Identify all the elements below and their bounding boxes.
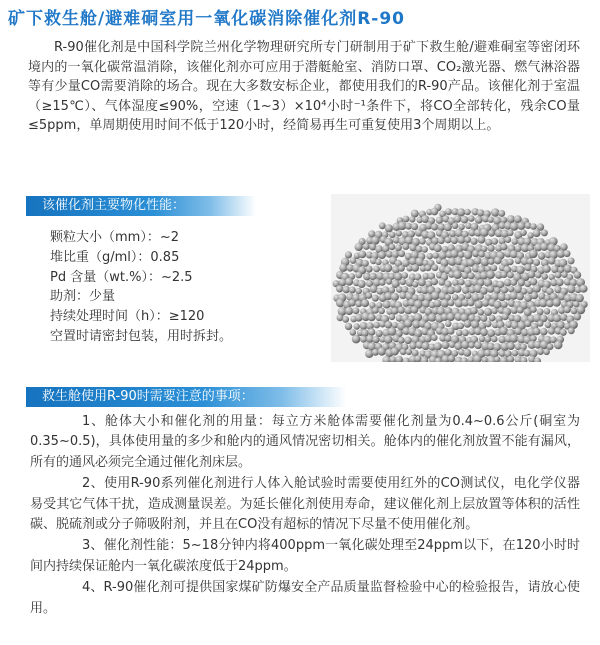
pellet (445, 321, 451, 327)
pellet (531, 292, 538, 299)
pellet (541, 273, 548, 280)
pellet (478, 251, 485, 258)
pellet (486, 270, 495, 279)
pellet (375, 259, 381, 265)
pellet (454, 285, 462, 293)
pellet (529, 250, 538, 259)
pellet (398, 306, 406, 314)
pellet (541, 229, 548, 236)
pellet (485, 321, 492, 328)
pellet (464, 320, 472, 328)
pellet (450, 250, 458, 258)
pellet (349, 287, 356, 294)
pellet (464, 236, 471, 243)
pellet (445, 208, 452, 215)
pellet (517, 222, 525, 230)
pellet (491, 238, 498, 245)
pellet (474, 257, 482, 265)
pellet (454, 215, 462, 223)
pellet (355, 271, 362, 278)
pellet (480, 228, 489, 237)
pellet (368, 313, 376, 321)
pellet (488, 258, 495, 265)
note-item-4: 4、R-90催化剂可提供国家煤矿防爆安全产品质量监督检验中心的检验报告，请放心使用。 (30, 580, 580, 616)
pellet (378, 251, 386, 259)
pellet (434, 342, 442, 350)
pellet (391, 307, 398, 314)
pellet (436, 217, 443, 224)
pellet (500, 243, 507, 250)
pellet (336, 285, 343, 292)
pellet (361, 299, 369, 307)
pellet (511, 238, 518, 245)
catalyst-pellets-image (331, 194, 590, 362)
pellet (409, 342, 417, 350)
pellet (568, 327, 575, 334)
pellet (449, 341, 456, 348)
pellet (365, 292, 372, 299)
note-item-1: 1、舱体大小和催化剂的用量：每立方米舱体需要催化剂量为0.4~0.6公斤(硐室为0.35~0.5)，具体使用量的多少和舱内的通风情况密切相关。舱体内的催化剂放置不能有漏风，所有的通风必须完全通过催化剂床层。 (30, 414, 580, 470)
note-item-3: 3、催化剂性能：5~18分钟内将400ppm一氧化碳处理至24ppm以下，在120小时时间内持续保证舱内一氧化碳浓度低于24ppm。 (30, 538, 580, 574)
pellet (458, 279, 465, 286)
pellet (567, 285, 576, 294)
pellet (543, 349, 550, 356)
pellet (438, 237, 445, 244)
pellet (491, 336, 498, 343)
pellet (485, 336, 492, 343)
pellet (507, 259, 514, 266)
pellet (361, 329, 369, 337)
pellet (457, 323, 464, 330)
intro-section (28, 38, 580, 136)
pellet (395, 244, 402, 251)
pellet (400, 279, 406, 285)
pellet (537, 320, 543, 326)
pellet (574, 271, 582, 279)
pellet (560, 329, 567, 336)
pellet (358, 280, 366, 288)
pellet (523, 350, 530, 357)
pellet (514, 327, 522, 335)
pellet (412, 281, 418, 287)
pellet (540, 243, 548, 251)
pellet (501, 301, 508, 308)
pellet (400, 349, 407, 356)
pellet (418, 278, 426, 286)
pellet (510, 334, 519, 343)
pellet (434, 299, 442, 307)
notes-heading: 救生舱使用R-90时需要注意的事项： (26, 387, 346, 407)
pellet (358, 251, 366, 259)
pellet (465, 280, 473, 288)
pellet (524, 264, 532, 272)
pellet (475, 300, 483, 308)
pellet (461, 216, 469, 224)
pellet (520, 357, 527, 362)
pellet (520, 229, 527, 236)
pellet (457, 236, 465, 244)
pellet (372, 307, 379, 314)
pellet (481, 258, 490, 267)
pellet (398, 250, 405, 257)
pellet (432, 264, 439, 271)
pellet (487, 285, 495, 293)
pellet (403, 216, 410, 223)
pellet (434, 244, 442, 252)
pellet (464, 209, 470, 215)
pellet (402, 272, 409, 279)
pellet (349, 299, 356, 306)
pellet (378, 308, 385, 315)
pellet (350, 258, 356, 264)
pellet (515, 258, 522, 265)
pellet (447, 328, 454, 335)
pellet (530, 278, 537, 285)
notes-list (30, 412, 580, 620)
pellet (507, 342, 515, 350)
intro-paragraph: R-90催化剂是中国科学院兰州化学物理研究所专门研制用于矿下救生舱/避难硐室等密闭环境内的一氧化碳常温消除，该催化剂亦可应用于潜艇舱室、消防口罩、CO₂激光器、燃气淋浴器等有少量CO需要消除的场合。现在大多数安标企业，都使用我们的R-90产品。该催化剂于室温（≥15℃）、气体湿度≤90%，空速（1~3）×10⁴小时⁻¹条件下，将CO全部转化，残余CO量≤5ppm，单周期使用时间不低于120小时，经简易再生可重复使用3个周期以上。 (28, 40, 580, 134)
pellet (516, 293, 524, 301)
pellet (373, 322, 380, 329)
pellet (463, 349, 471, 357)
pellet (352, 307, 359, 314)
pellet (391, 293, 399, 301)
pellet (480, 328, 488, 336)
pellet (421, 215, 429, 223)
pellet (465, 293, 472, 300)
pellet (409, 216, 415, 222)
property-additive: 助剂：少量 (50, 289, 116, 305)
pellet (428, 313, 436, 321)
pellet (524, 320, 531, 327)
pellet (508, 286, 514, 292)
pellet (538, 252, 545, 259)
pellet (533, 328, 541, 336)
pellet (548, 328, 555, 335)
pellet (372, 336, 379, 343)
pellet (574, 313, 581, 320)
pellet (580, 285, 588, 293)
pellet (448, 299, 455, 306)
pellet (470, 307, 478, 315)
pellet (491, 208, 500, 217)
pellet (447, 313, 455, 321)
pellet (388, 327, 397, 336)
pellet (426, 253, 433, 260)
pellet (564, 306, 571, 313)
pellet (431, 291, 440, 300)
pellet (502, 313, 509, 320)
pellet (546, 300, 554, 308)
pellet (491, 265, 498, 272)
pellet (556, 279, 564, 287)
pellet (471, 238, 478, 245)
pellet (498, 210, 505, 217)
pellet (424, 335, 432, 343)
pellet (379, 222, 386, 229)
pellet (545, 322, 552, 329)
pellet (564, 250, 571, 257)
pellet (512, 350, 519, 357)
pellet (345, 278, 353, 286)
pellet (491, 308, 497, 314)
pellet (350, 329, 357, 336)
pellet (514, 315, 522, 323)
pellet (510, 250, 518, 258)
pellet (425, 265, 432, 272)
pellet (354, 323, 360, 329)
property-bulk-density: 堆比重（g/ml）：0.85 (50, 249, 180, 265)
pellet (411, 264, 419, 272)
pellet (448, 355, 455, 362)
pellet (345, 307, 353, 315)
pellet (462, 272, 469, 279)
pellet (456, 330, 463, 337)
pellet (339, 264, 347, 272)
pellet (501, 271, 508, 278)
pellet (431, 208, 439, 216)
pellet (453, 270, 462, 279)
pellet (462, 329, 469, 336)
pellet (540, 328, 548, 336)
pellet (484, 308, 492, 316)
pellet (568, 257, 575, 264)
properties-list (50, 228, 320, 347)
pellet (467, 299, 474, 306)
pellet (543, 265, 551, 273)
pellet (345, 323, 352, 330)
pellet (355, 243, 363, 251)
property-particle-size: 颗粒大小（mm）：~2 (50, 230, 179, 245)
pellet (363, 243, 370, 250)
pellet (366, 266, 373, 273)
pellet (478, 309, 485, 316)
pellet (535, 272, 542, 279)
pellet (501, 286, 508, 293)
pellet (444, 223, 452, 231)
pellet (488, 245, 495, 252)
pellet (389, 314, 395, 320)
pellet (442, 341, 450, 349)
pellet (500, 357, 508, 363)
pellet (533, 285, 541, 293)
pellet (395, 356, 403, 362)
pellet (396, 230, 402, 236)
pellet (431, 223, 438, 230)
pellet (391, 347, 399, 355)
pellet (419, 238, 426, 245)
pellet (398, 265, 405, 272)
pellet (475, 216, 483, 224)
pellet (488, 230, 495, 237)
pellet (507, 272, 514, 279)
pellet (554, 341, 563, 350)
pellet (386, 278, 392, 284)
pellet (468, 342, 474, 348)
pellet (458, 251, 465, 258)
pellet (368, 328, 375, 335)
catalyst-pellets-photo (331, 194, 590, 362)
pellet (445, 237, 452, 244)
pellet (474, 341, 482, 349)
pellet (494, 257, 502, 265)
pellet (461, 357, 468, 362)
pellet (406, 349, 413, 356)
pellet (480, 315, 487, 322)
pellet (464, 251, 473, 260)
pellet (431, 334, 438, 341)
pellet (399, 292, 406, 299)
pellet (378, 347, 386, 355)
pellet (431, 278, 438, 285)
pellet (553, 298, 561, 306)
pellet (373, 266, 380, 273)
property-pd-content: Pd 含量（wt.%）：~2.5 (50, 269, 193, 285)
pellet (528, 271, 536, 279)
pellet (421, 246, 428, 253)
pellet (537, 348, 544, 355)
pellet (372, 295, 379, 302)
pellet (577, 306, 586, 315)
pellet (548, 257, 556, 265)
pellet (530, 223, 537, 230)
pellet (379, 279, 386, 286)
pellet (384, 264, 392, 272)
pellet (488, 217, 494, 223)
pellet (402, 243, 409, 250)
pellet (530, 306, 537, 313)
pellet (533, 229, 541, 237)
pellet (445, 349, 452, 356)
pellet (489, 315, 496, 322)
pellet (452, 223, 458, 229)
pellet (355, 288, 362, 295)
pellet (401, 286, 408, 293)
pellet (422, 342, 430, 350)
pellet (457, 208, 465, 216)
pellet (389, 244, 396, 251)
page-title: 矿下救生舱/避难硐室用一氧化碳消除催化剂R-90 (8, 9, 406, 29)
pellet (342, 316, 349, 323)
pellet (479, 336, 486, 343)
pellet (411, 306, 419, 314)
pellet (510, 222, 519, 231)
pellet (445, 335, 452, 342)
pellet (403, 358, 410, 363)
pellet (385, 224, 393, 232)
pellet (482, 299, 490, 307)
pellet (517, 307, 524, 314)
pellet (461, 341, 469, 349)
pellet (451, 237, 459, 245)
pellet (510, 279, 517, 286)
pellet (544, 308, 551, 315)
pellet (507, 230, 513, 236)
pellet (555, 272, 562, 279)
pellet (398, 337, 405, 344)
pellet (505, 236, 512, 243)
pellet (477, 209, 484, 216)
property-storage-note: 空置时请密封包装，用时拆封。 (50, 328, 233, 344)
pellet (352, 335, 361, 344)
pellet (477, 293, 484, 300)
property-duration: 持续处理时间（h）：≥120 (50, 309, 205, 325)
pellet (404, 319, 412, 327)
pellet (560, 243, 568, 251)
properties-heading: 该催化剂主要物化性能： (26, 196, 256, 216)
pellet (345, 251, 352, 258)
pellet (409, 244, 416, 251)
pellet (468, 215, 475, 222)
note-item-2: 2、使用R-90系列催化剂进行人体入舱试验时需要使用红外的CO测试仪，电化学仪器易受其它气体干扰，造成测量误差。为延长催化剂使用寿命，建议催化剂上层放置等体积的活性碳、脱硫剂或分子筛吸附剂，并且在CO没有超标的情况下尽量不使用催化剂。 (30, 476, 580, 533)
pellet (533, 259, 540, 266)
pellet (478, 236, 486, 244)
